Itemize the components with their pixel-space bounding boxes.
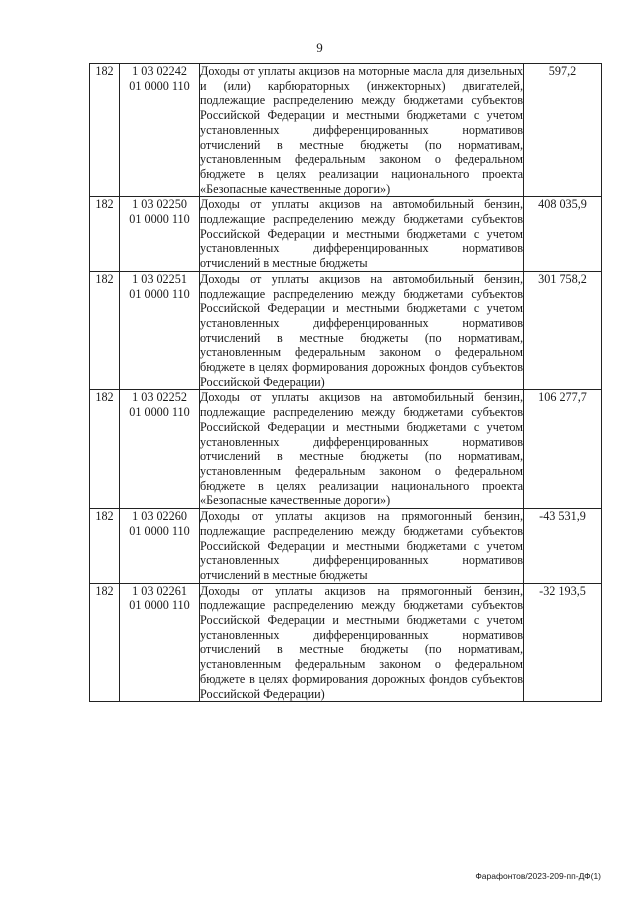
kbk-code-part1: 1 03 02252 <box>132 390 187 405</box>
table-row <box>90 64 602 197</box>
admin-code-cell: 182 <box>90 509 120 584</box>
kbk-code-part2: 01 0000 110 <box>129 405 190 420</box>
kbk-code-part2: 01 0000 110 <box>129 598 190 613</box>
kbk-code-part1: 1 03 02242 <box>132 64 187 78</box>
kbk-code-part1: 1 03 02251 <box>132 271 187 286</box>
kbk-code-cell <box>120 583 200 702</box>
table-row <box>90 271 602 390</box>
description-cell: Доходы от уплаты акцизов на автомобильный бензин, подлежащие распределению между бюджетами субъектов Российской Федерации и местными бюджетами с учетом установленных дифференцированных нормативов отчислений в местные бюджеты (по нормативам, установленным федеральным законом о федеральном бюджете в целях формирования дорожных фондов субъектов Российской Федерации) <box>200 271 523 389</box>
kbk-code-cell <box>120 64 200 197</box>
kbk-code-part1: 1 03 02260 <box>132 509 187 524</box>
kbk-code-part2: 01 0000 110 <box>129 78 190 93</box>
amount-cell: 301 758,2 <box>524 271 602 390</box>
admin-code-cell: 182 <box>90 271 120 390</box>
kbk-code-part1: 1 03 02250 <box>132 197 187 212</box>
revenue-table <box>89 63 602 702</box>
admin-code-cell: 182 <box>90 390 120 509</box>
kbk-code-part2: 01 0000 110 <box>129 286 190 301</box>
description-cell: Доходы от уплаты акцизов на моторные масла для дизельных и (или) карбюраторных (инжекторных) двигателей, подлежащие распределению между бюджетами субъектов Российской Федерации и местными бюджетами с учетом установленных дифференцированных нормативов отчислений в местные бюджеты (по нормативам, установленным федеральным законом о федеральном бюджете в целях реализации национального проекта «Безопасные качественные дороги») <box>200 64 523 196</box>
description-cell: Доходы от уплаты акцизов на прямогонный бензин, подлежащие распределению между бюджетами субъектов Российской Федерации и местными бюджетами с учетом установленных дифференцированных нормативов отчислений в местные бюджеты <box>200 509 523 582</box>
document-footer: Фарафонтов/2023-209-пп-ДФ(1) <box>475 871 601 881</box>
table-row <box>90 583 602 702</box>
amount-cell: 106 277,7 <box>524 390 602 509</box>
kbk-code-cell <box>120 197 200 272</box>
table-row <box>90 390 602 509</box>
page-number: 9 <box>316 40 323 55</box>
description-cell: Доходы от уплаты акцизов на прямогонный бензин, подлежащие распределению между бюджетами субъектов Российской Федерации и местными бюджетами с учетом установленных дифференцированных нормативов отчислений в местные бюджеты (по нормативам, установленным федеральным законом о федеральном бюджете в целях формирования дорожных фондов субъектов Российской Федерации) <box>200 583 523 701</box>
amount-cell: -43 531,9 <box>524 509 602 584</box>
table-row <box>90 197 602 272</box>
kbk-code-part2: 01 0000 110 <box>129 212 190 227</box>
description-cell: Доходы от уплаты акцизов на автомобильный бензин, подлежащие распределению между бюджетами субъектов Российской Федерации и местными бюджетами с учетом установленных дифференцированных нормативов отчислений в местные бюджеты <box>200 197 523 271</box>
description-cell: Доходы от уплаты акцизов на автомобильный бензин, подлежащие распределению между бюджетами субъектов Российской Федерации и местными бюджетами с учетом установленных дифференцированных нормативов отчислений в местные бюджеты (по нормативам, установленным федеральным законом о федеральном бюджете в целях реализации национального проекта «Безопасные качественные дороги») <box>200 390 523 508</box>
kbk-code-part2: 01 0000 110 <box>129 523 190 538</box>
admin-code-cell: 182 <box>90 64 120 197</box>
amount-cell: -32 193,5 <box>524 583 602 702</box>
admin-code-cell: 182 <box>90 583 120 702</box>
kbk-code-cell <box>120 509 200 584</box>
amount-cell: 597,2 <box>524 64 602 197</box>
admin-code-cell: 182 <box>90 197 120 272</box>
kbk-code-cell <box>120 271 200 390</box>
kbk-code-cell <box>120 390 200 509</box>
amount-cell: 408 035,9 <box>524 197 602 272</box>
kbk-code-part1: 1 03 02261 <box>132 583 187 598</box>
table-row <box>90 509 602 584</box>
